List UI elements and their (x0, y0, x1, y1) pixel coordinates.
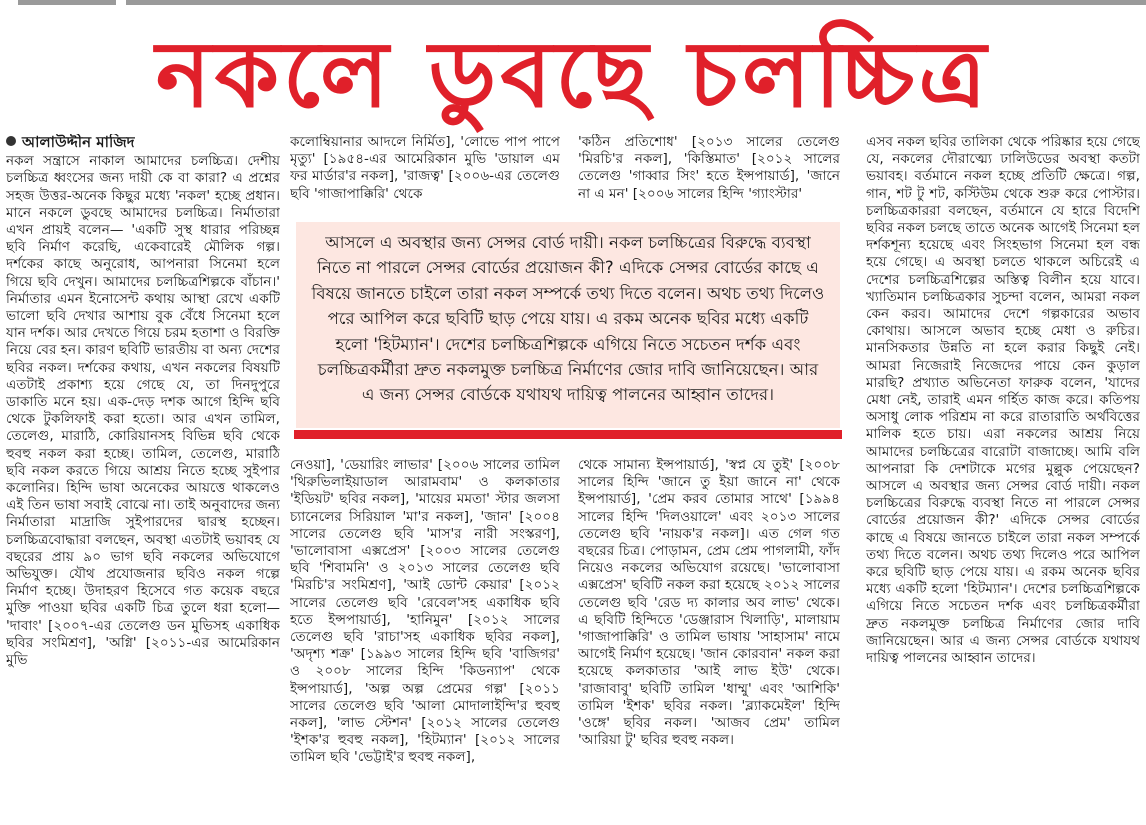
bullet-icon (6, 136, 16, 146)
byline-text: আলাউদ্দীন মাজিদ (22, 134, 135, 151)
top-rule-long (126, 0, 1146, 5)
pull-quote-rule (294, 430, 842, 439)
column-2-bottom (290, 457, 560, 822)
column-1 (6, 134, 280, 822)
column-1-text: নকল সন্ত্রাসে নাকাল আমাদের চলচ্চিত্র। দেশীয় চলচ্চিত্র ধ্বংসের জন্য দায়ী কে বা কারা? এ প্রশ্নের সহজ উত্তর-অনেক কিছুর মধ্যে 'নকল' হচ্ছে প্রধান। মানে নকলে ডুবছে আমাদের চলচ্চিত্র। নির্মাতারা এখন প্রায়ই বলেন— 'একটি সুস্থ ধারার পরিচ্ছন্ন ছবি নির্মাণ করেছি, একেবারেই মৌলিক গল্প। দর্শকের কাছে অনুরোধ, আপনারা সিনেমা হলে গিয়ে ছবি দেখুন। আমাদের চলচ্চিত্রশিল্পকে বাঁচান।' নির্মাতার এমন ইনোসেন্ট কথায় আস্থা রেখে একটি ভালো ছবি দেখার আশায় বুক বেঁধে সিনেমা হলে যান দর্শক। আর দেখতে গিয়ে চরম হতাশা ও বিরক্তি নিয়ে বের হন। কারণ ছবিটি ভারতীয় বা অন্য দেশের ছবির নকল। দর্শকের কথায়, এখন নকলের বিষয়টি এতটাই প্রকাশ্য হয়ে গেছে যে, তা দিনদুপুরে ডাকাতি মনে হয়। এক-দেড় দশক আগে হিন্দি ছবি থেকে টুকলিফাই করা হতো। আর এখন তামিল, তেলেগু, মারাঠি, কোরিয়ানসহ বিভিন্ন ছবি থেকে হুবহু নকল করা হচ্ছে। তামিল, তেলেগু, মারাঠি ছবি নকল করতে গিয়ে আশ্রয় নিতে হচ্ছে সুইপার কলোনির। হিন্দি ভাষা অনেকের আয়ত্তে থাকলেও এই তিন ভাষা সবাই বোঝে না। তাই অনুবাদের জন্য নির্মাতারা মাদ্রাজি সুইপারদের দ্বারস্থ হচ্ছেন। চলচ্চিত্রবোদ্ধারা বলছেন, অবস্থা এতটাই ভয়াবহ যে বছরের প্রায় ৯০ ভাগ ছবি নকলের অভিযোগে অভিযুক্ত। যৌথ প্রযোজনার ছবিও নকল গল্পে নির্মাণ হচ্ছে। উদাহরণ হিসেবে গত কয়েক বছরে মুক্তি পাওয়া ছবির একটি চিত্র তুলে ধরা হলো— 'দাবাং' [২০০৭-এর তেলেগু ডন মুভিসহ একাধিক ছবির সংমিশ্রণ], 'অগ্নি' [২০১১-এর আমেরিকান মুভি (6, 153, 280, 669)
column-3-bottom (578, 457, 840, 822)
top-rule-short (18, 0, 116, 5)
column-4-text: এসব নকল ছবির তালিকা থেকে পরিষ্কার হয়ে গেছে যে, নকলের দৌরাত্ম্যে ঢালিউডের অবস্থা কতটা ভয়াবহ। বর্তমানে নকল হচ্ছে প্রতিটি ক্ষেত্রে। গল্প, গান, শট টু শট, কস্টিউম থেকে শুরু করে পোস্টার। চলচ্চিত্রকাররা বলছেন, বর্তমানে যে হারে বিদেশি ছবির নকল চলছে তাতে অনেক আগেই সিনেমা হল দর্শকশূন্য হয়েছে এবং সিংহভাগ সিনেমা হল বন্ধ হয়ে গেছে। এ অবস্থা চলতে থাকলে অচিরেই এ দেশের চলচ্চিত্রশিল্পের অস্তিত্ব বিলীন হয়ে যাবে। খ্যাতিমান চলচ্চিত্রকার সুচন্দা বলেন, আমরা নকল কেন করব। আমাদের দেশে গল্পকারের অভাব কোথায়। আসলে অভাব হচ্ছে মেধা ও রুচির। মানসিকতার উন্নতি না হলে করার কিছুই নেই। আমরা নিজেরাই নিজেদের পায়ে কেন কুড়াল মারছি? প্রখ্যাত অভিনেতা ফারুক বলেন, 'যাদের মেধা নেই, তারাই এমন গর্হিত কাজ করে। কতিপয় অসাধু লোক পরিশ্রম না করে রাতারাতি অর্থবিত্তের মালিক হতে চায়। এরা নকলের আশ্রয় নিয়ে আমাদের চলচ্চিত্রের বারোটা বাজাচ্ছে। আমি বলি আপনারা কি দেশটাকে মগের মুল্লুক পেয়েছেন? আসলে এ অবস্থার জন্য সেন্সর বোর্ড দায়ী। নকল চলচ্চিত্রের বিরুদ্ধে ব্যবস্থা নিতে না পারলে সেন্সর বোর্ডের প্রয়োজন কী?' এদিকে সেন্সর বোর্ডের কাছে এ বিষয়ে জানতে চাইলে তারা নকল সম্পর্কে তথ্য দিতে বলেন। অথচ তথ্য দিলেও পরে আপিল করে ছবিটি ছাড় পেয়ে যায়। এ রকম অনেক ছবির মধ্যে একটি হলো 'হিটম্যান'। দেশের চলচ্চিত্রশিল্পকে এগিয়ে নিতে সচেতন দর্শক এবং চলচ্চিত্রকর্মীরা দ্রুত নকলমুক্ত চলচ্চিত্র নির্মাণের জোর দাবি জানিয়েছেন। আর এ জন্য সেন্সর বোর্ডকে যথাযথ দায়িত্ব পালনের আহ্বান তাদের। (866, 134, 1140, 667)
column-3-bottom-text: থেকে সামান্য ইন্সপায়ার্ড], 'স্বপ্ন যে তুই' [২০০৮ সালের হিন্দি 'জানে তু ইয়া জানে না' থেকে ইন্সপায়ার্ড], 'প্রেম করব তোমার সাথে' [১৯৯৪ সালের হিন্দি 'দিলওয়ালে' এবং ২০১৩ সালের তেলেগু ছবি 'নায়ক'র নকল]। এত গেল গত বছরের চিত্র। পোড়ামন, প্রেম প্রেম পাগলামী, ফাঁদ নিয়েও নকলের অভিযোগ রয়েছে। 'ভালোবাসা এক্সপ্রেস' ছবিটি নকল করা হয়েছে ২০১২ সালের তেলেগু ছবি 'রেড দ্য কালার অব লাভ' থেকে। এ ছবিটি হিন্দিতে 'ডেঞ্জারাস খিলাড়ি', মালায়াম 'গাজাপাক্কিরি' ও তামিল ভাষায় 'সাহাসাম' নামে আগেই নির্মাণ হয়েছে। 'জান কোরবান' নকল করা হয়েছে কলকাতার 'আই লাভ ইউ' থেকে। 'রাজাবাবু' ছবিটি তামিল 'ধাম্মু' এবং 'আশিকি' তামিল 'ইশক' ছবির নকল। 'ব্ল্যাকমেইল' হিন্দি 'ওঙ্গে' ছবির নকল। 'আজব প্রেম' তামিল 'আরিয়া টু' ছবির হুবহু নকল। (578, 457, 840, 749)
column-2-bottom-text: নেওয়া], 'ডেয়ারিং লাভার' [২০০৬ সালের তামিল 'থিরুভিলাইয়াডাল আরামবাম' ও কলকাতার 'ইডিয়ট' ছবির নকল], 'মায়ের মমতা' স্টার জলসা চ্যানেলের সিরিয়াল 'মা'র নকল], 'জান' [২০০৪ সালের তেলেগু ছবি 'মাস'র নারী সংস্করণ], 'ভালোবাসা এক্সপ্রেস' [২০০৩ সালের তেলেগু ছবি 'শিবামনি' ও ২০১৩ সালের তেলেগু ছবি 'মিরচি'র সংমিশ্রণ], 'আই ডোন্ট কেয়ার' [২০১২ সালের তেলেগু ছবি 'রেবেল'সহ একাধিক ছবি হতে ইন্সপায়ার্ড], 'হানিমুন' [২০১২ সালের তেলেগু ছবি 'রাচা'সহ একাধিক ছবির নকল], 'অদৃশ্য শক্র' [১৯৯৩ সালের হিন্দি ছবি 'বাজিগর' ও ২০০৮ সালের হিন্দি 'কিডন্যাপ' থেকে ইন্সপায়ার্ড], 'অল্প অল্প প্রেমের গল্প' [২০১১ সালের তেলেগু ছবি 'আলা মোদালাইন্দি'র হুবহু নকল], 'লাভ স্টেশন' [২০১২ সালের তেলেগু 'ইশক'র হুবহু নকল], 'হিটম্যান' [২০১২ সালের তামিল ছবি 'ভেট্টাই'র হুবহু নকল], (290, 457, 560, 766)
pull-quote: আসলে এ অবস্থার জন্য সেন্সর বোর্ড দায়ী। নকল চলচ্চিত্রের বিরুদ্ধে ব্যবস্থা নিতে না পারলে সেন্সর বোর্ডের প্রয়োজন কী? এদিকে সেন্সর বোর্ডের কাছে এ বিষয়ে জানতে চাইলে তারা নকল সম্পর্কে তথ্য দিতে বলেন। অথচ তথ্য দিলেও পরে আপিল করে ছবিটি ছাড় পেয়ে যায়। এ রকম অনেক ছবির মধ্যে একটি হলো 'হিটম্যান'। দেশের চলচ্চিত্রশিল্পকে এগিয়ে নিতে সচেতন দর্শক এবং চলচ্চিত্রকর্মীরা দ্রুত নকলমুক্ত চলচ্চিত্র নির্মাণের জোর দাবি জানিয়েছেন। আর এ জন্য সেন্সর বোর্ডকে যথাযথ দায়িত্ব পালনের আহ্বান তাদের। (296, 222, 840, 428)
column-2-top-text: কলোম্বিয়ানার আদলে নির্মিত], 'লোভে পাপ পাপে মৃত্যু' [১৯৫৪-এর আমেরিকান মুভি 'ডায়াল এম ফর মার্ডার'র নকল], 'রাজত্ব' [২০০৬-এর তেলেগু ছবি 'গাজাপাক্কিরি' থেকে (290, 134, 560, 202)
column-4 (866, 134, 1140, 822)
column-2-top (290, 134, 560, 210)
byline (6, 134, 280, 151)
headline: নকলে ডুবছে চলচ্চিত্র (155, 21, 991, 128)
top-rule (0, 0, 1146, 6)
column-3-top (578, 134, 840, 210)
column-3-top-text: 'কঠিন প্রতিশোধ' [২০১৩ সালের তেলেগু 'মিরচি'র নকল], 'কিস্তিমাত' [২০১২ সালের তেলেগু 'গাব্বার সিং' হতে ইন্সপায়ার্ড], 'জানে না এ মন' [২০০৬ সালের হিন্দি 'গ্যাংস্টার' (578, 134, 840, 202)
